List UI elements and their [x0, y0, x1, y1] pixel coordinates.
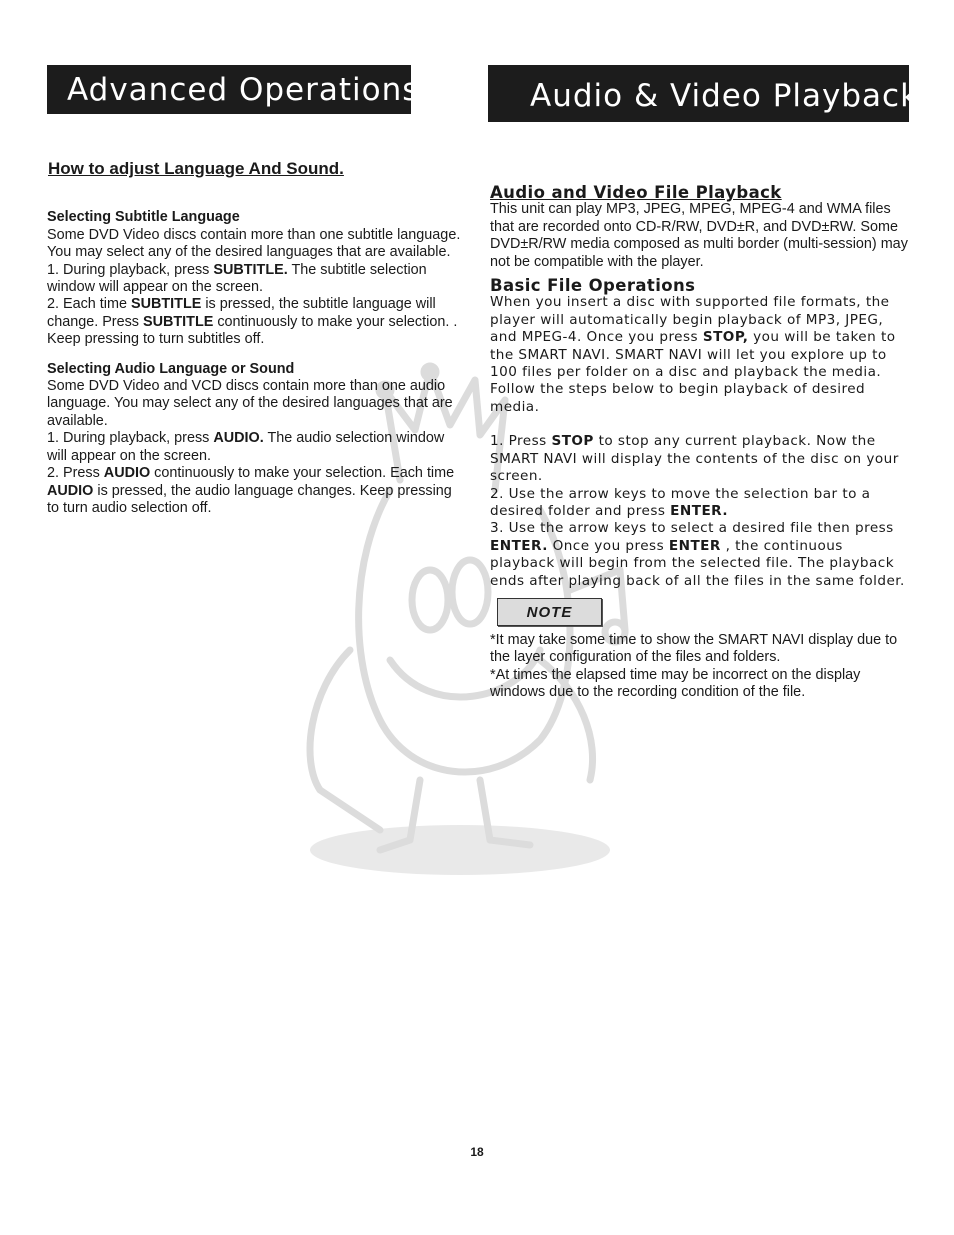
basic-step-2: 2. Use the arrow keys to move the selection bar to a desired folder and press ENTER.	[490, 485, 871, 519]
page-title-right: Audio & Video Playback	[488, 65, 909, 122]
audio-section	[47, 361, 467, 518]
basic-step-3: 3. Use the arrow keys to select a desired file then press ENTER. Once you press ENTER , the continuous playback will begin from the selected file. The playback ends after playing back of all the files in the same folder.	[490, 520, 905, 589]
basic-step-1: 1. Press STOP to stop any current playback. Now the SMART NAVI will display the contents of the disc on your screen.	[490, 433, 899, 485]
subtitle-step-2: 2. Each time SUBTITLE is pressed, the subtitle language will change. Press SUBTITLE continuously to make your selection. . Keep pressing to turn subtitles off.	[47, 296, 458, 348]
subtitle-heading: Selecting Subtitle Language	[47, 209, 240, 226]
subtitle-intro: Some DVD Video discs contain more than one subtitle language. You may select any of the desired languages that are available.	[47, 226, 461, 261]
audio-heading: Selecting Audio Language or Sound	[47, 360, 295, 377]
basic-operations-intro: When you insert a disc with supported file formats, the player will automatically begin playback of MP3, JPEG, and MPEG-4. Once you press STOP, you will be taken to the SMART NAVI. SMART NAVI will let you explore up to 100 files per folder on a disc and playback the media. Follow the steps below to begin playback of desired media.	[490, 294, 896, 415]
note-label-wrap	[497, 598, 908, 626]
page-title-left: Advanced Operations	[47, 65, 411, 114]
note-line-2: *At times the elapsed time may be incorrect on the display windows due to the recording condition of the file.	[490, 666, 861, 701]
playback-heading: Audio and Video File Playback	[490, 183, 782, 202]
subtitle-step-1: 1. During playback, press SUBTITLE. The subtitle selection window will appear on the screen.	[47, 261, 427, 296]
playback-body: This unit can play MP3, JPEG, MPEG, MPEG-4 and WMA files that are recorded onto CD-R/RW, DVD±R, and DVD±RW. Some DVD±R/RW media composed as multi border (multi-session) may not be compatible with the player.	[490, 201, 908, 270]
note-line-1: *It may take some time to show the SMART NAVI display due to the layer configuration of the files and folders.	[490, 631, 898, 666]
page-number: 18	[470, 1145, 484, 1159]
right-column	[490, 184, 908, 702]
left-column	[47, 160, 467, 517]
section-heading-language-sound: How to adjust Language And Sound.	[48, 159, 344, 178]
audio-step-1: 1. During playback, press AUDIO. The audio selection window will appear on the screen.	[47, 430, 445, 464]
audio-step-2: 2. Press AUDIO continuously to make your selection. Each time AUDIO is pressed, the audio language changes. Keep pressing to turn audio selection off.	[47, 465, 455, 516]
audio-intro: Some DVD Video and VCD discs contain more than one audio language. You may select any of the desired languages that are available.	[47, 378, 453, 429]
note-label: NOTE	[497, 598, 602, 626]
basic-operations-heading: Basic File Operations	[490, 276, 696, 296]
subtitle-section	[47, 209, 467, 348]
